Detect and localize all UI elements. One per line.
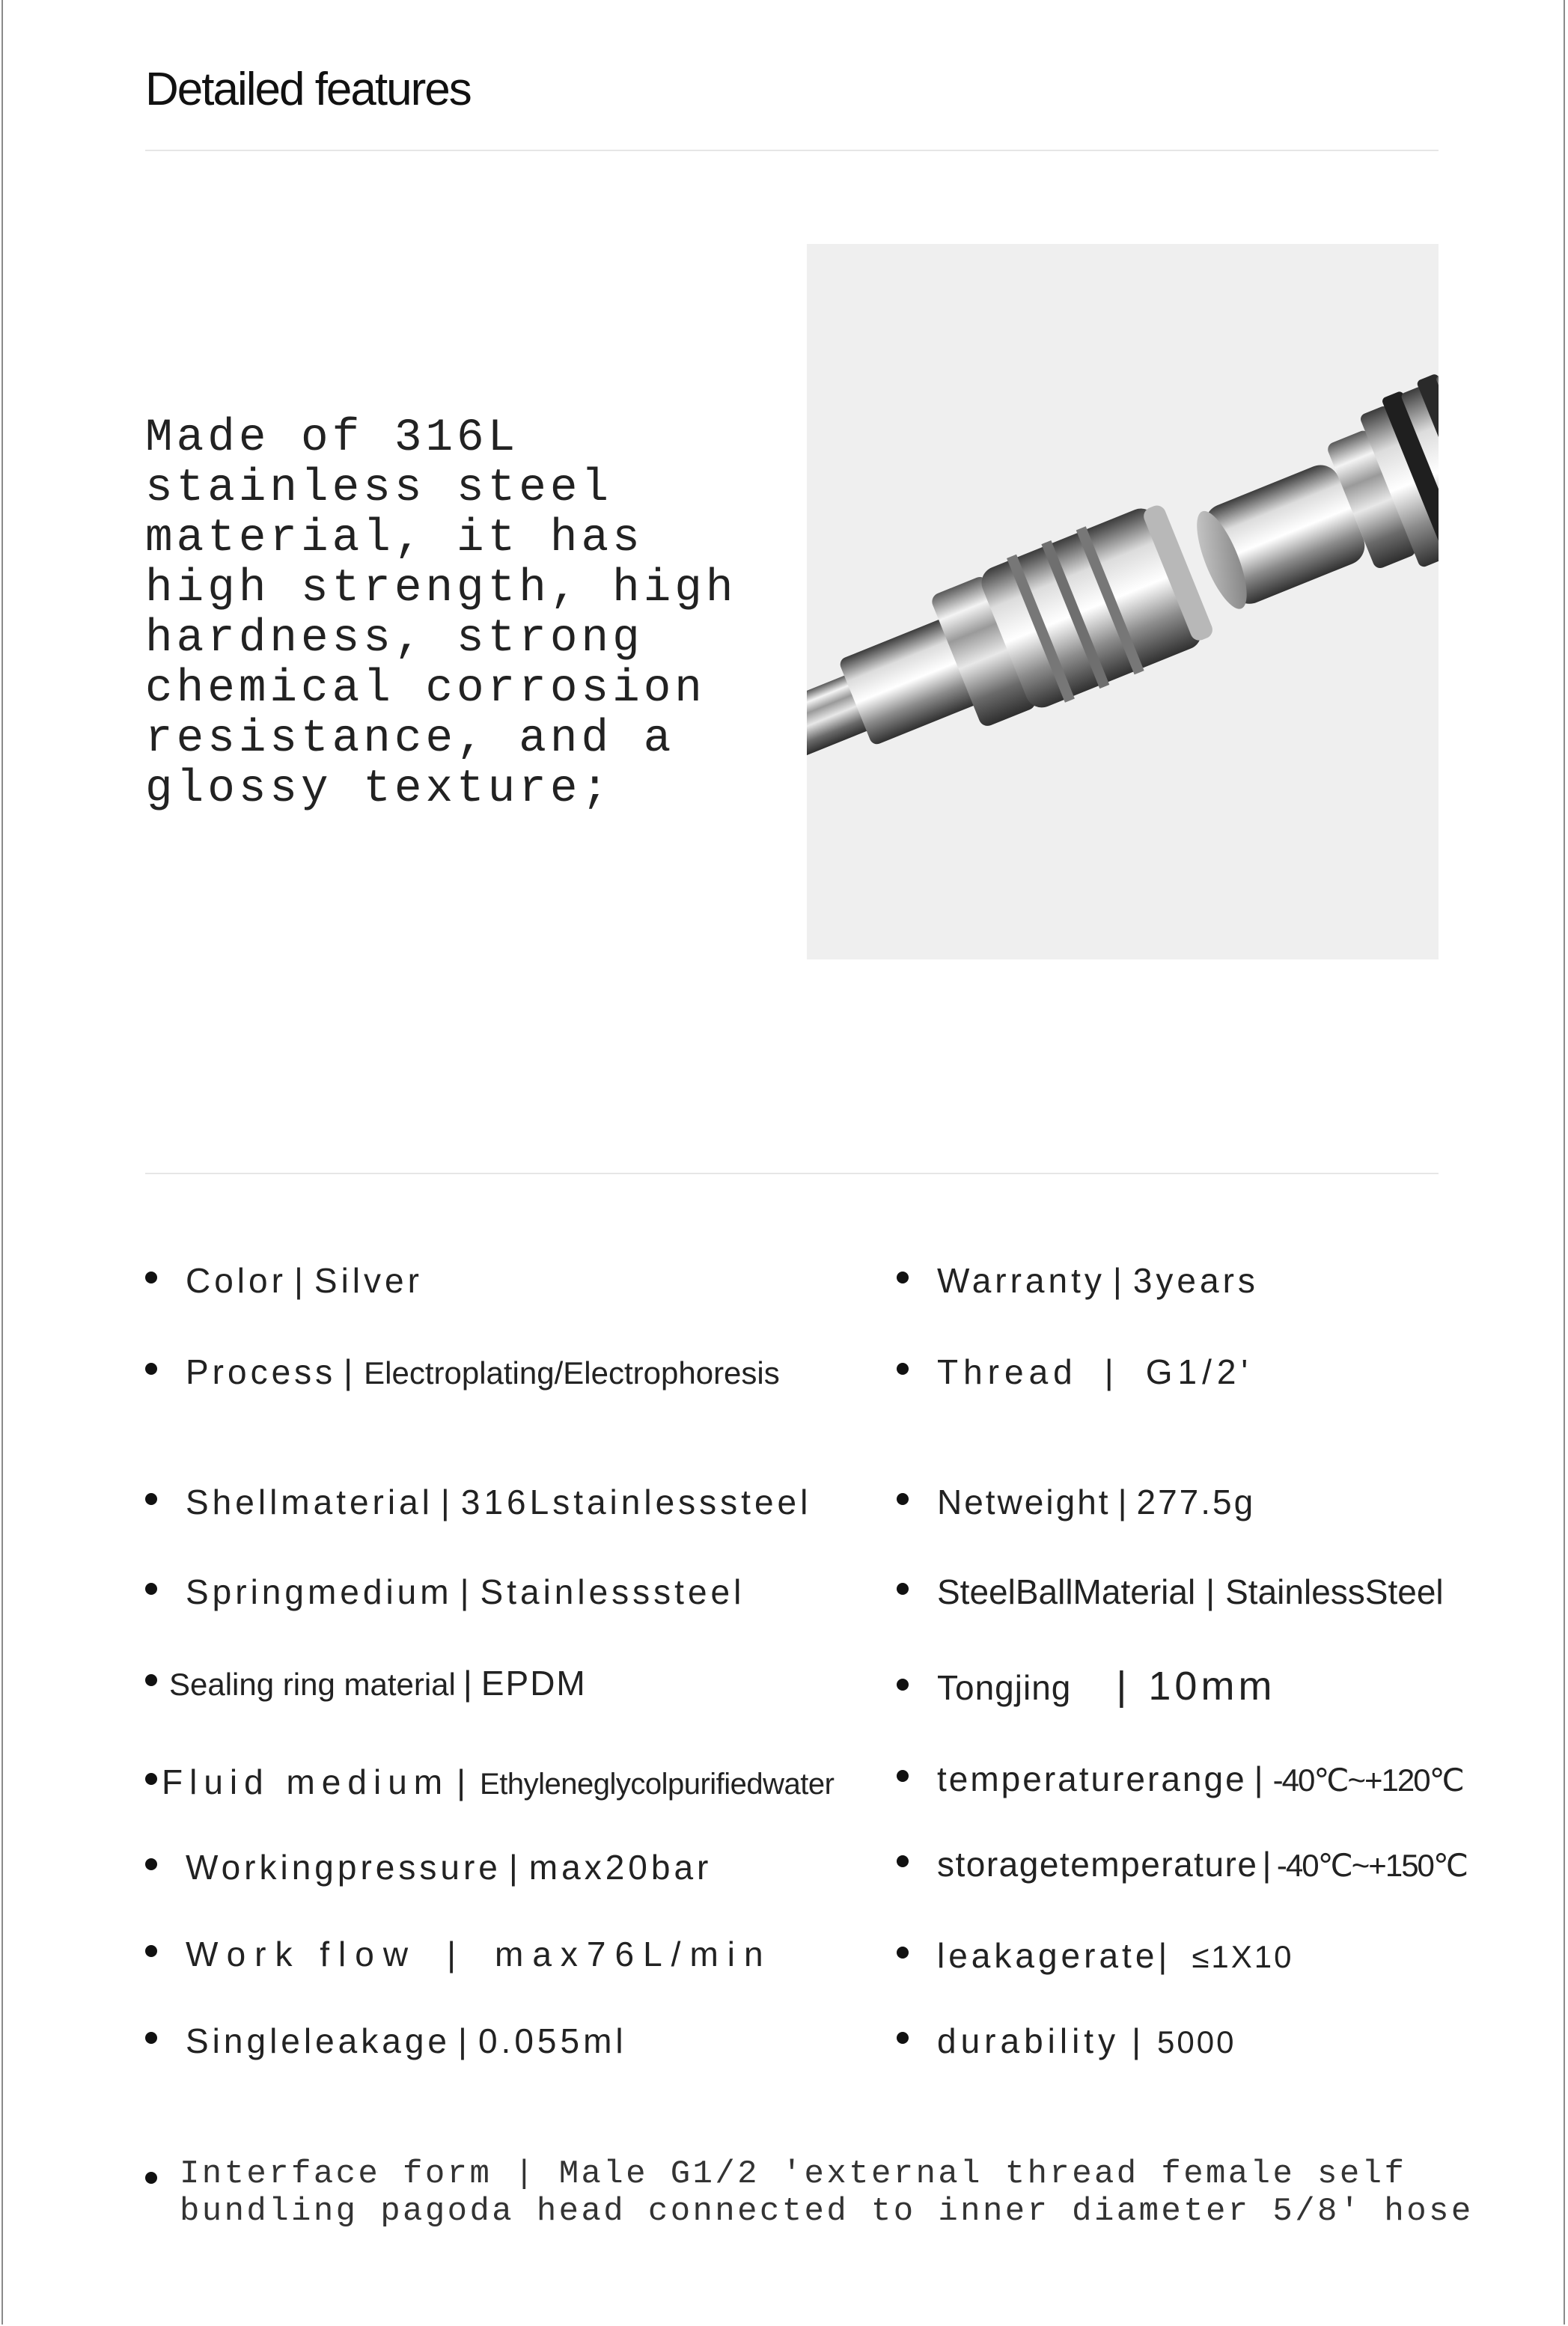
spec-color [145, 1260, 423, 1301]
spec-label: Springmedium [186, 1572, 453, 1611]
bullet-icon [145, 1363, 157, 1375]
spec-label: Interface form [180, 2155, 492, 2193]
spec-separator: | [458, 2021, 471, 2060]
spec-label: leakagerate [937, 1936, 1159, 1975]
spec-value: StainlessSteel [1225, 1572, 1444, 1611]
spec-separator: | [1158, 1936, 1171, 1975]
bullet-icon [145, 1945, 157, 1957]
bullet-icon [145, 1773, 157, 1785]
spec-label: Color [186, 1261, 287, 1300]
spec-interface-form [145, 2155, 1492, 2230]
spec-leakage-rate [897, 1935, 1294, 1976]
bullet-icon [897, 1947, 909, 1959]
spec-value: 10mm [1148, 1664, 1276, 1709]
divider-specs [145, 1173, 1439, 1174]
spec-label: storagetemperature [937, 1845, 1258, 1884]
spec-thread [897, 1352, 1253, 1392]
spec-separator: | [1112, 1261, 1126, 1300]
spec-value: G1/2' [1145, 1352, 1254, 1391]
spec-value: 5000 [1157, 2024, 1236, 2060]
bullet-icon [897, 1272, 909, 1283]
bullet-icon [897, 2032, 909, 2044]
spec-value: 3years [1132, 1261, 1259, 1300]
bullet-icon [897, 1583, 909, 1595]
spec-separator: | [344, 1352, 357, 1391]
spec-label: Fluid medium [162, 1762, 450, 1801]
spec-label: Thread [937, 1352, 1078, 1391]
spec-value: -40℃~+120℃ [1272, 1762, 1463, 1798]
spec-label: durability [937, 2021, 1120, 2060]
spec-spring-medium [145, 1572, 745, 1612]
product-photo [807, 244, 1439, 959]
spec-single-leakage [145, 2021, 627, 2061]
spec-label: Singleleakage [186, 2021, 451, 2060]
spec-work-flow [145, 1934, 772, 1974]
spec-value: max20bar [528, 1848, 713, 1887]
bullet-icon [145, 1583, 157, 1595]
spec-warranty [897, 1260, 1259, 1301]
spec-label: temperaturerange [937, 1759, 1247, 1798]
bullet-icon [897, 1363, 909, 1375]
spec-sealing-ring [145, 1663, 587, 1703]
bullet-icon [897, 1855, 909, 1867]
spec-label: Tongjing [937, 1668, 1072, 1707]
spec-temperature-range [897, 1759, 1463, 1799]
spec-label: Netweight [937, 1483, 1111, 1521]
bullet-icon [145, 1272, 157, 1283]
spec-value: ≤1X10 [1192, 1939, 1294, 1974]
spec-tongjing [897, 1663, 1275, 1709]
bullet-icon [897, 1770, 909, 1782]
divider-top [145, 150, 1439, 151]
spec-separator: | [1262, 1845, 1272, 1884]
spec-separator: | [447, 1935, 466, 1974]
spec-label: Sealing ring material [169, 1667, 456, 1702]
section-title: Detailed features [145, 64, 471, 115]
spec-value: 0.055ml [478, 2021, 627, 2060]
spec-separator: | [440, 1483, 454, 1521]
spec-label: Workingpressure [186, 1848, 501, 1887]
spec-steel-ball-material [897, 1572, 1444, 1612]
spec-value: EPDM [481, 1664, 587, 1703]
spec-label: Warranty [937, 1261, 1105, 1300]
spec-separator: | [514, 2155, 537, 2193]
spec-value: 316Lstainlesssteel [460, 1483, 812, 1521]
interface-text [180, 2155, 1492, 2230]
bullet-icon [145, 2032, 157, 2044]
spec-label: Process [186, 1352, 337, 1391]
bullet-icon [897, 1493, 909, 1505]
spec-process [145, 1352, 780, 1392]
spec-separator: | [1132, 2021, 1146, 2060]
spec-separator: | [460, 1572, 473, 1611]
bullet-icon [145, 1858, 157, 1870]
spec-net-weight [897, 1482, 1255, 1522]
quick-coupler-illustration [807, 244, 1439, 959]
spec-label: SteelBallMaterial [937, 1572, 1196, 1611]
spec-label: Shellmaterial [186, 1483, 433, 1521]
spec-value: Silver [314, 1261, 423, 1300]
spec-fluid-medium [145, 1762, 834, 1802]
spec-separator: | [293, 1261, 307, 1300]
spec-working-pressure [145, 1847, 712, 1887]
spec-value: Ethyleneglycolpurifiedwater [480, 1768, 835, 1801]
spec-separator: | [457, 1762, 473, 1801]
spec-separator: | [508, 1848, 522, 1887]
spec-value: -40℃~+150℃ [1276, 1848, 1468, 1883]
spec-value: Electroplating/Electrophoresis [364, 1355, 780, 1391]
spec-value: Male G1/2 'external thread female self bundling pagoda head connected to inner diameter 5/8' hose [180, 2155, 1474, 2230]
bullet-icon [145, 2172, 157, 2184]
spec-value: Stainlesssteel [480, 1572, 745, 1611]
spec-storage-temperature [897, 1844, 1467, 1884]
spec-value: max76L/min [495, 1935, 772, 1974]
spec-separator: | [1104, 1352, 1119, 1391]
spec-separator: | [1254, 1759, 1266, 1798]
bullet-icon [145, 1493, 157, 1505]
spec-shell-material [145, 1482, 811, 1522]
spec-separator: | [1116, 1664, 1128, 1709]
spec-separator: | [463, 1664, 474, 1703]
spec-label: Work flow [186, 1935, 418, 1974]
bullet-icon [145, 1674, 157, 1686]
spec-value: 277.5g [1136, 1483, 1256, 1521]
spec-durability [897, 2021, 1236, 2061]
spec-separator: | [1206, 1572, 1215, 1611]
bullet-icon [897, 1679, 909, 1691]
product-description: Made of 316L stainless steel material, it has high strength, high hardness, strong chemical corrosion resistance, and a glossy texture; [145, 412, 737, 815]
spec-separator: | [1117, 1483, 1129, 1521]
